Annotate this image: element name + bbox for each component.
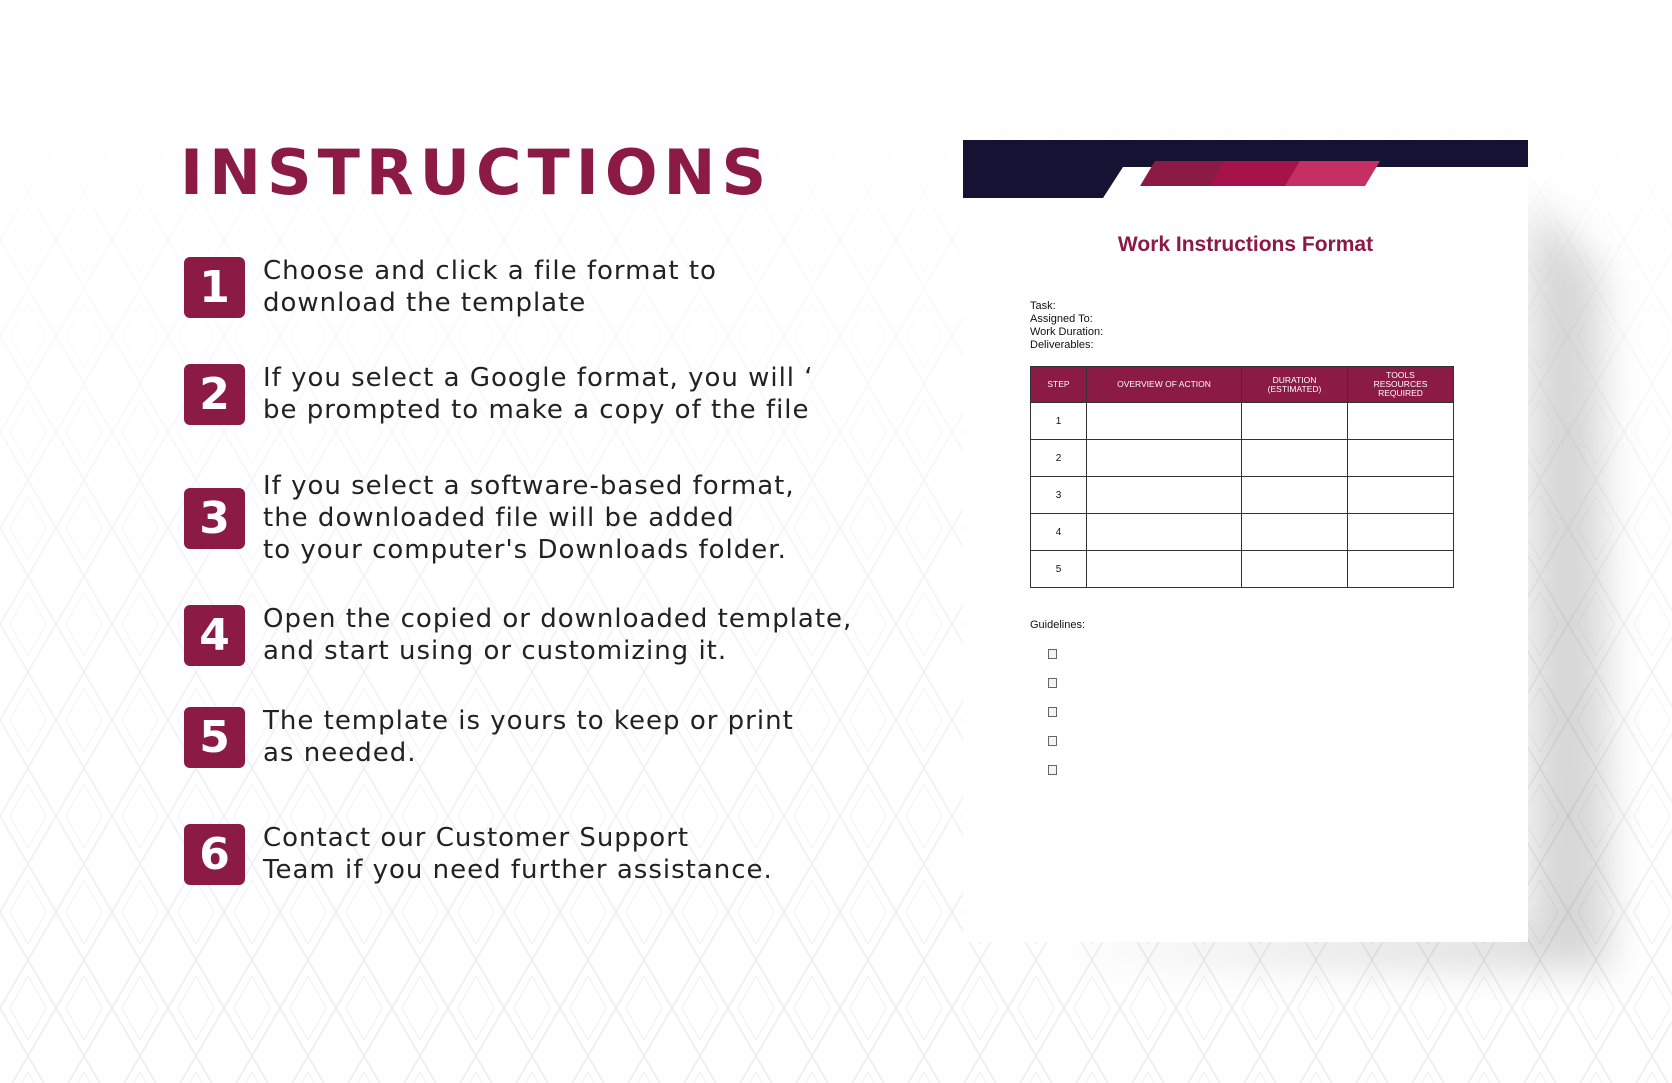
step-cell: 5 (1031, 551, 1087, 588)
step-text-line: Team if you need further assistance. (263, 855, 773, 885)
table-row (1031, 477, 1454, 514)
step-text (263, 362, 903, 426)
step-number-badge: 2 (184, 364, 245, 425)
empty-cell (1087, 403, 1242, 440)
table-header-cell (1242, 367, 1348, 403)
guideline-bullet-icon (1048, 707, 1057, 717)
step-text-line: as needed. (263, 738, 417, 768)
header-line: STEP (1047, 379, 1070, 389)
empty-cell (1087, 551, 1242, 588)
step-cell: 3 (1031, 477, 1087, 514)
step-number-badge: 6 (184, 824, 245, 885)
step-text-line: to your computer's Downloads folder. (263, 535, 787, 565)
step-text (263, 470, 903, 566)
document-preview (963, 140, 1528, 942)
table-row (1031, 514, 1454, 551)
header-line: OVERVIEW OF ACTION (1117, 379, 1211, 389)
step-text-line: download the template (263, 288, 587, 318)
step-text (263, 255, 903, 319)
empty-cell (1242, 551, 1348, 588)
step-text-line: The template is yours to keep or print (263, 706, 794, 736)
document-fields (1030, 300, 1103, 352)
step-text-line: Contact our Customer Support (263, 823, 690, 853)
table-header-cell (1031, 367, 1087, 403)
guideline-bullet-icon (1048, 649, 1057, 659)
step-text-line: and start using or customizing it. (263, 636, 728, 666)
empty-cell (1348, 440, 1454, 477)
step-text-line: be prompted to make a copy of the file (263, 395, 810, 425)
empty-cell (1087, 440, 1242, 477)
document-field-label: Deliverables: (1030, 339, 1094, 351)
empty-cell (1348, 477, 1454, 514)
page-title: INSTRUCTIONS (180, 136, 773, 209)
table-row (1031, 403, 1454, 440)
step-text (263, 603, 903, 667)
step-text-line: Choose and click a file format to (263, 256, 717, 286)
step-text-line: the downloaded file will be added (263, 503, 735, 533)
step-text (263, 822, 903, 886)
table-header-row (1031, 367, 1454, 403)
step-cell: 2 (1031, 440, 1087, 477)
guidelines-label: Guidelines: (1030, 619, 1086, 631)
table-header-cell (1348, 367, 1454, 403)
step-number-badge: 3 (184, 488, 245, 549)
guideline-bullet-icon (1048, 765, 1057, 775)
step-number-badge: 5 (184, 707, 245, 768)
document-title: Work Instructions Format (1117, 233, 1374, 256)
table-row (1031, 440, 1454, 477)
header-line: RESOURCES (1373, 379, 1428, 389)
empty-cell (1087, 477, 1242, 514)
step-text-line: If you select a Google format, you will ‘ (263, 363, 814, 393)
step-number-badge: 4 (184, 605, 245, 666)
step-cell: 1 (1031, 403, 1087, 440)
empty-cell (1242, 514, 1348, 551)
empty-cell (1348, 514, 1454, 551)
header-line: TOOLS (1386, 370, 1415, 380)
guideline-bullet-icon (1048, 678, 1057, 688)
empty-cell (1087, 514, 1242, 551)
work-steps-table (1030, 366, 1454, 588)
document-field-label: Task: (1030, 300, 1056, 312)
step-number-badge: 1 (184, 257, 245, 318)
step-cell: 4 (1031, 514, 1087, 551)
header-line: REQUIRED (1378, 388, 1423, 398)
empty-cell (1242, 440, 1348, 477)
document-header-banner (963, 140, 1528, 200)
document-field-label: Assigned To: (1030, 313, 1093, 325)
guideline-bullet-icon (1048, 736, 1057, 746)
step-text-line: If you select a software-based format, (263, 471, 795, 501)
empty-cell (1348, 403, 1454, 440)
header-line: (ESTIMATED) (1267, 383, 1322, 394)
header-line: DURATION (1272, 374, 1317, 385)
table-row (1031, 551, 1454, 588)
document-field-label: Work Duration: (1030, 326, 1104, 338)
table-header-cell (1087, 367, 1242, 403)
step-text (263, 705, 903, 769)
empty-cell (1242, 403, 1348, 440)
empty-cell (1242, 477, 1348, 514)
empty-cell (1348, 551, 1454, 588)
step-text-line: Open the copied or downloaded template, (263, 604, 853, 634)
